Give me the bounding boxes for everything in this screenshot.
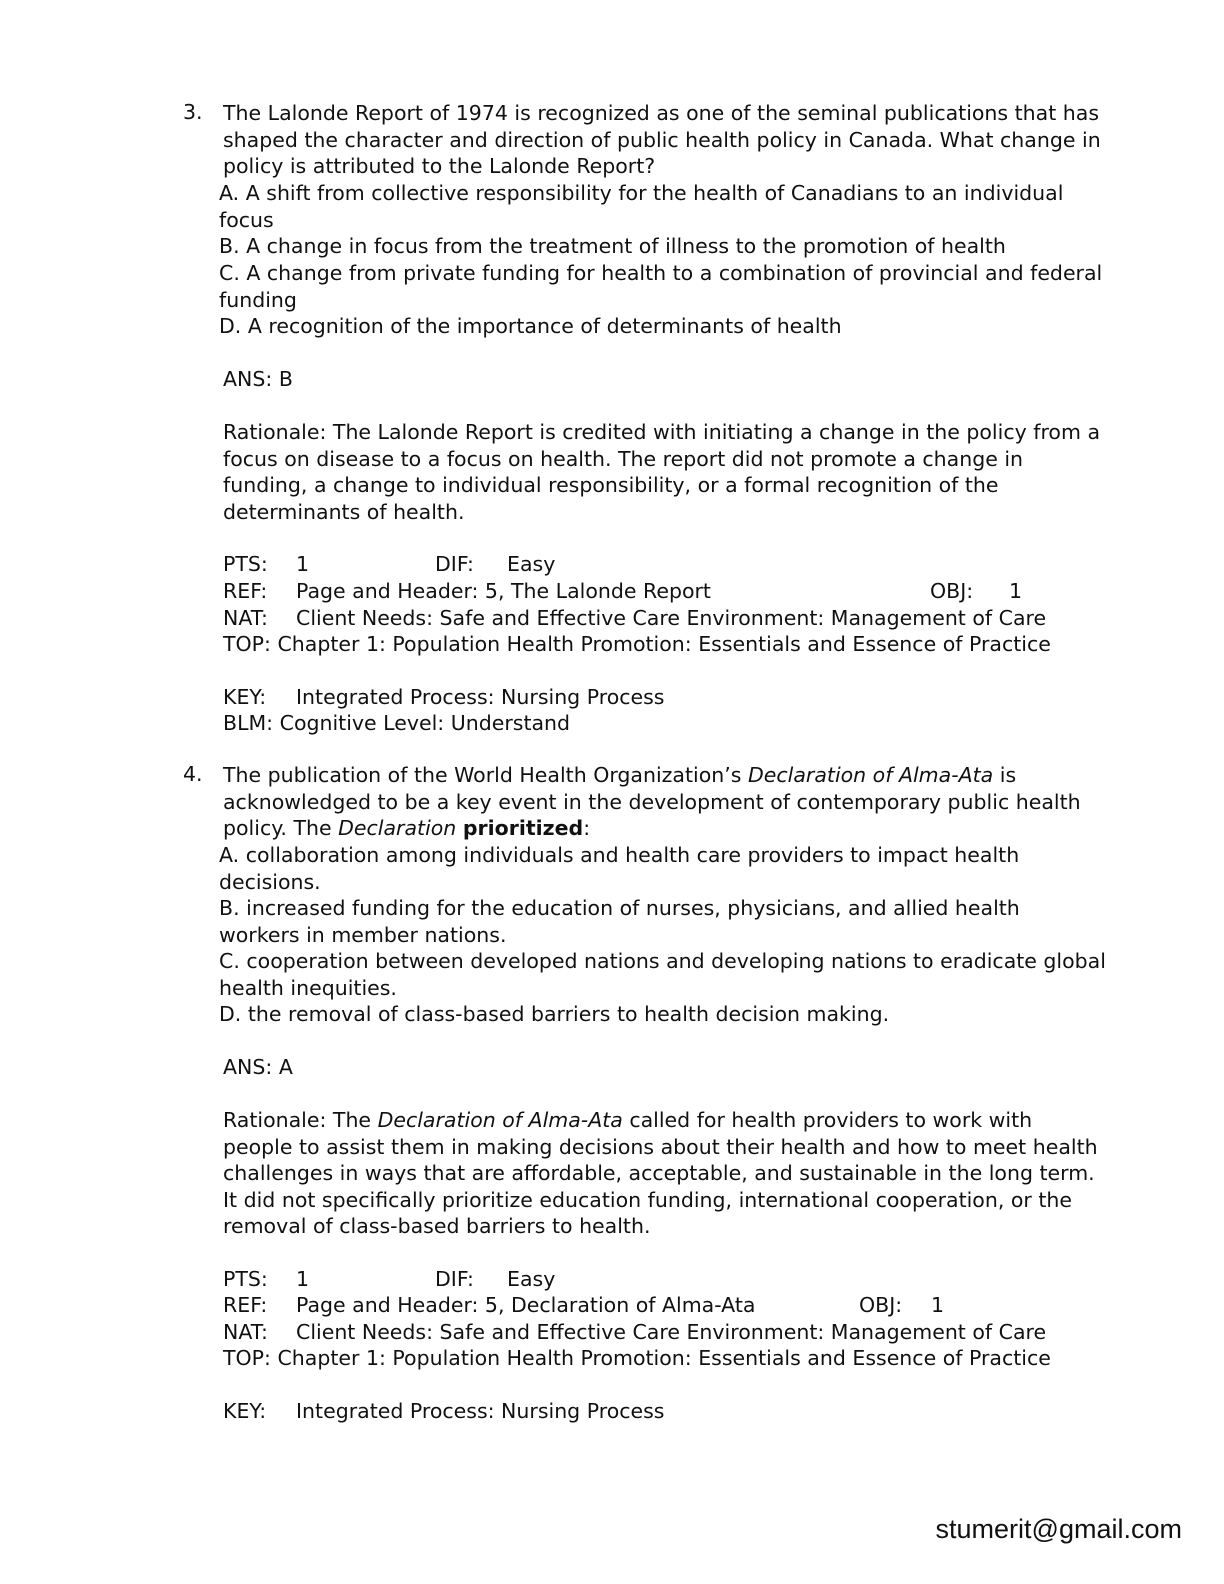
nat-label: NAT: (223, 606, 268, 630)
answer-line (223, 1054, 293, 1081)
option-letter: C. (219, 949, 240, 973)
option-letter: B. (219, 234, 240, 258)
key-label: KEY: (223, 1399, 267, 1423)
key-label: KEY: (223, 685, 267, 709)
meta-key (223, 684, 665, 711)
rationale: Rationale: The Lalonde Report is credited with initiating a change in the policy from a focus on disease to a focus on health. The report did not promote a change in funding, a change to individual responsibility, or a formal recognition of the determinants of health. (223, 420, 1101, 524)
option-a (219, 180, 1119, 233)
meta-ref-obj (223, 1292, 945, 1319)
option-d (219, 313, 1119, 340)
option-letter: A. (219, 843, 240, 867)
rationale-text: called for health providers to work with people to assist them in making decisions about their health and how to meet health challenges in ways that are affordable, acceptable, and sustainable in the long term. It did not specifically prioritize education funding, international cooperation, or the removal of class-based barriers to health. (223, 1108, 1098, 1238)
option-letter: A. (219, 181, 240, 205)
rationale (223, 1107, 1103, 1240)
pts-value: 1 (296, 1267, 310, 1291)
stem-text: The publication of the World Health Organization’s (223, 763, 748, 787)
meta-pts-dif (223, 551, 556, 578)
key-value: Integrated Process: Nursing Process (296, 1399, 665, 1423)
ref-label: REF: (223, 579, 268, 603)
obj-value: 1 (931, 1293, 945, 1317)
option-text: A recognition of the importance of determinants of health (247, 314, 842, 338)
stem-italic-declaration: Declaration (338, 816, 457, 840)
ref-label: REF: (223, 1293, 268, 1317)
blm-value: Cognitive Level: Understand (279, 711, 571, 735)
pts-label: PTS: (223, 552, 268, 576)
stem-italic-title: Declaration of Alma-Ata (747, 763, 994, 787)
meta-nat (223, 605, 1047, 632)
meta-key (223, 1398, 665, 1425)
option-text: A change in focus from the treatment of illness to the promotion of health (246, 234, 1006, 258)
nat-value: Client Needs: Safe and Effective Care Environment: Management of Care (296, 606, 1047, 630)
ref-value: Page and Header: 5, Declaration of Alma-Ata (296, 1293, 756, 1317)
answer-value: A (278, 1055, 293, 1079)
stem-text: : (583, 816, 591, 840)
option-letter: C. (219, 261, 240, 285)
question-number: 4. (183, 762, 203, 786)
option-letter: D. (219, 314, 242, 338)
meta-pts-dif (223, 1266, 556, 1293)
meta-blm (223, 710, 570, 737)
stem-bold-keyword: prioritized (462, 816, 584, 840)
option-text: A shift from collective responsibility for the health of Canadians to an individual focus (219, 181, 1064, 232)
option-c (219, 260, 1119, 313)
option-text: cooperation between developed nations and developing nations to eradicate global health inequities. (219, 949, 1106, 1000)
option-c (219, 948, 1109, 1001)
nat-value: Client Needs: Safe and Effective Care Environment: Management of Care (296, 1320, 1047, 1344)
question-stem (223, 762, 1103, 842)
question-number: 3. (183, 100, 203, 124)
nat-label: NAT: (223, 1320, 268, 1344)
dif-value: Easy (507, 1267, 556, 1291)
meta-nat (223, 1319, 1047, 1346)
top-value: Chapter 1: Population Health Promotion: Essentials and Essence of Practice (277, 1346, 1051, 1370)
obj-label: OBJ: (859, 1293, 903, 1317)
option-text: A change from private funding for health to a combination of provincial and federal funding (219, 261, 1103, 312)
meta-top (223, 631, 1053, 658)
blm-label: BLM: (223, 711, 274, 735)
stem-text: is acknowledged to be a key event in the development of contemporary public health policy. The (223, 763, 1081, 840)
dif-value: Easy (507, 552, 556, 576)
top-label: TOP: (223, 632, 271, 656)
option-d (219, 1001, 1119, 1028)
answer-line (223, 366, 293, 393)
obj-label: OBJ: (930, 579, 974, 603)
option-letter: B. (219, 896, 240, 920)
top-label: TOP: (223, 1346, 271, 1370)
option-letter: D. (219, 1002, 242, 1026)
pts-value: 1 (296, 552, 310, 576)
meta-ref-obj (223, 578, 1023, 605)
option-text: collaboration among individuals and health care providers to impact health decisions. (219, 843, 1020, 894)
answer-value: B (278, 367, 293, 391)
option-text: the removal of class-based barriers to health decision making. (247, 1002, 890, 1026)
rationale-italic-title: Declaration of Alma-Ata (377, 1108, 623, 1132)
question-stem: The Lalonde Report of 1974 is recognized as one of the seminal publications that has shaped the character and direction of public health policy in Canada. What change in policy is attributed to the Lalonde Report? (223, 101, 1101, 178)
rationale-text: Rationale: The (223, 1108, 378, 1132)
footer-email: stumerit@gmail.com (935, 1514, 1182, 1544)
option-a (219, 842, 1099, 895)
obj-value: 1 (1009, 579, 1023, 603)
dif-label: DIF: (435, 1267, 474, 1291)
option-b (219, 233, 1119, 260)
dif-label: DIF: (435, 552, 474, 576)
key-value: Integrated Process: Nursing Process (296, 685, 665, 709)
answer-label: ANS: (223, 367, 273, 391)
option-b (219, 895, 1099, 948)
ref-value: Page and Header: 5, The Lalonde Report (296, 579, 711, 603)
answer-label: ANS: (223, 1055, 273, 1079)
top-value: Chapter 1: Population Health Promotion: Essentials and Essence of Practice (277, 632, 1051, 656)
meta-top (223, 1345, 1053, 1372)
option-text: increased funding for the education of nurses, physicians, and allied health workers in member nations. (219, 896, 1020, 947)
pts-label: PTS: (223, 1267, 268, 1291)
